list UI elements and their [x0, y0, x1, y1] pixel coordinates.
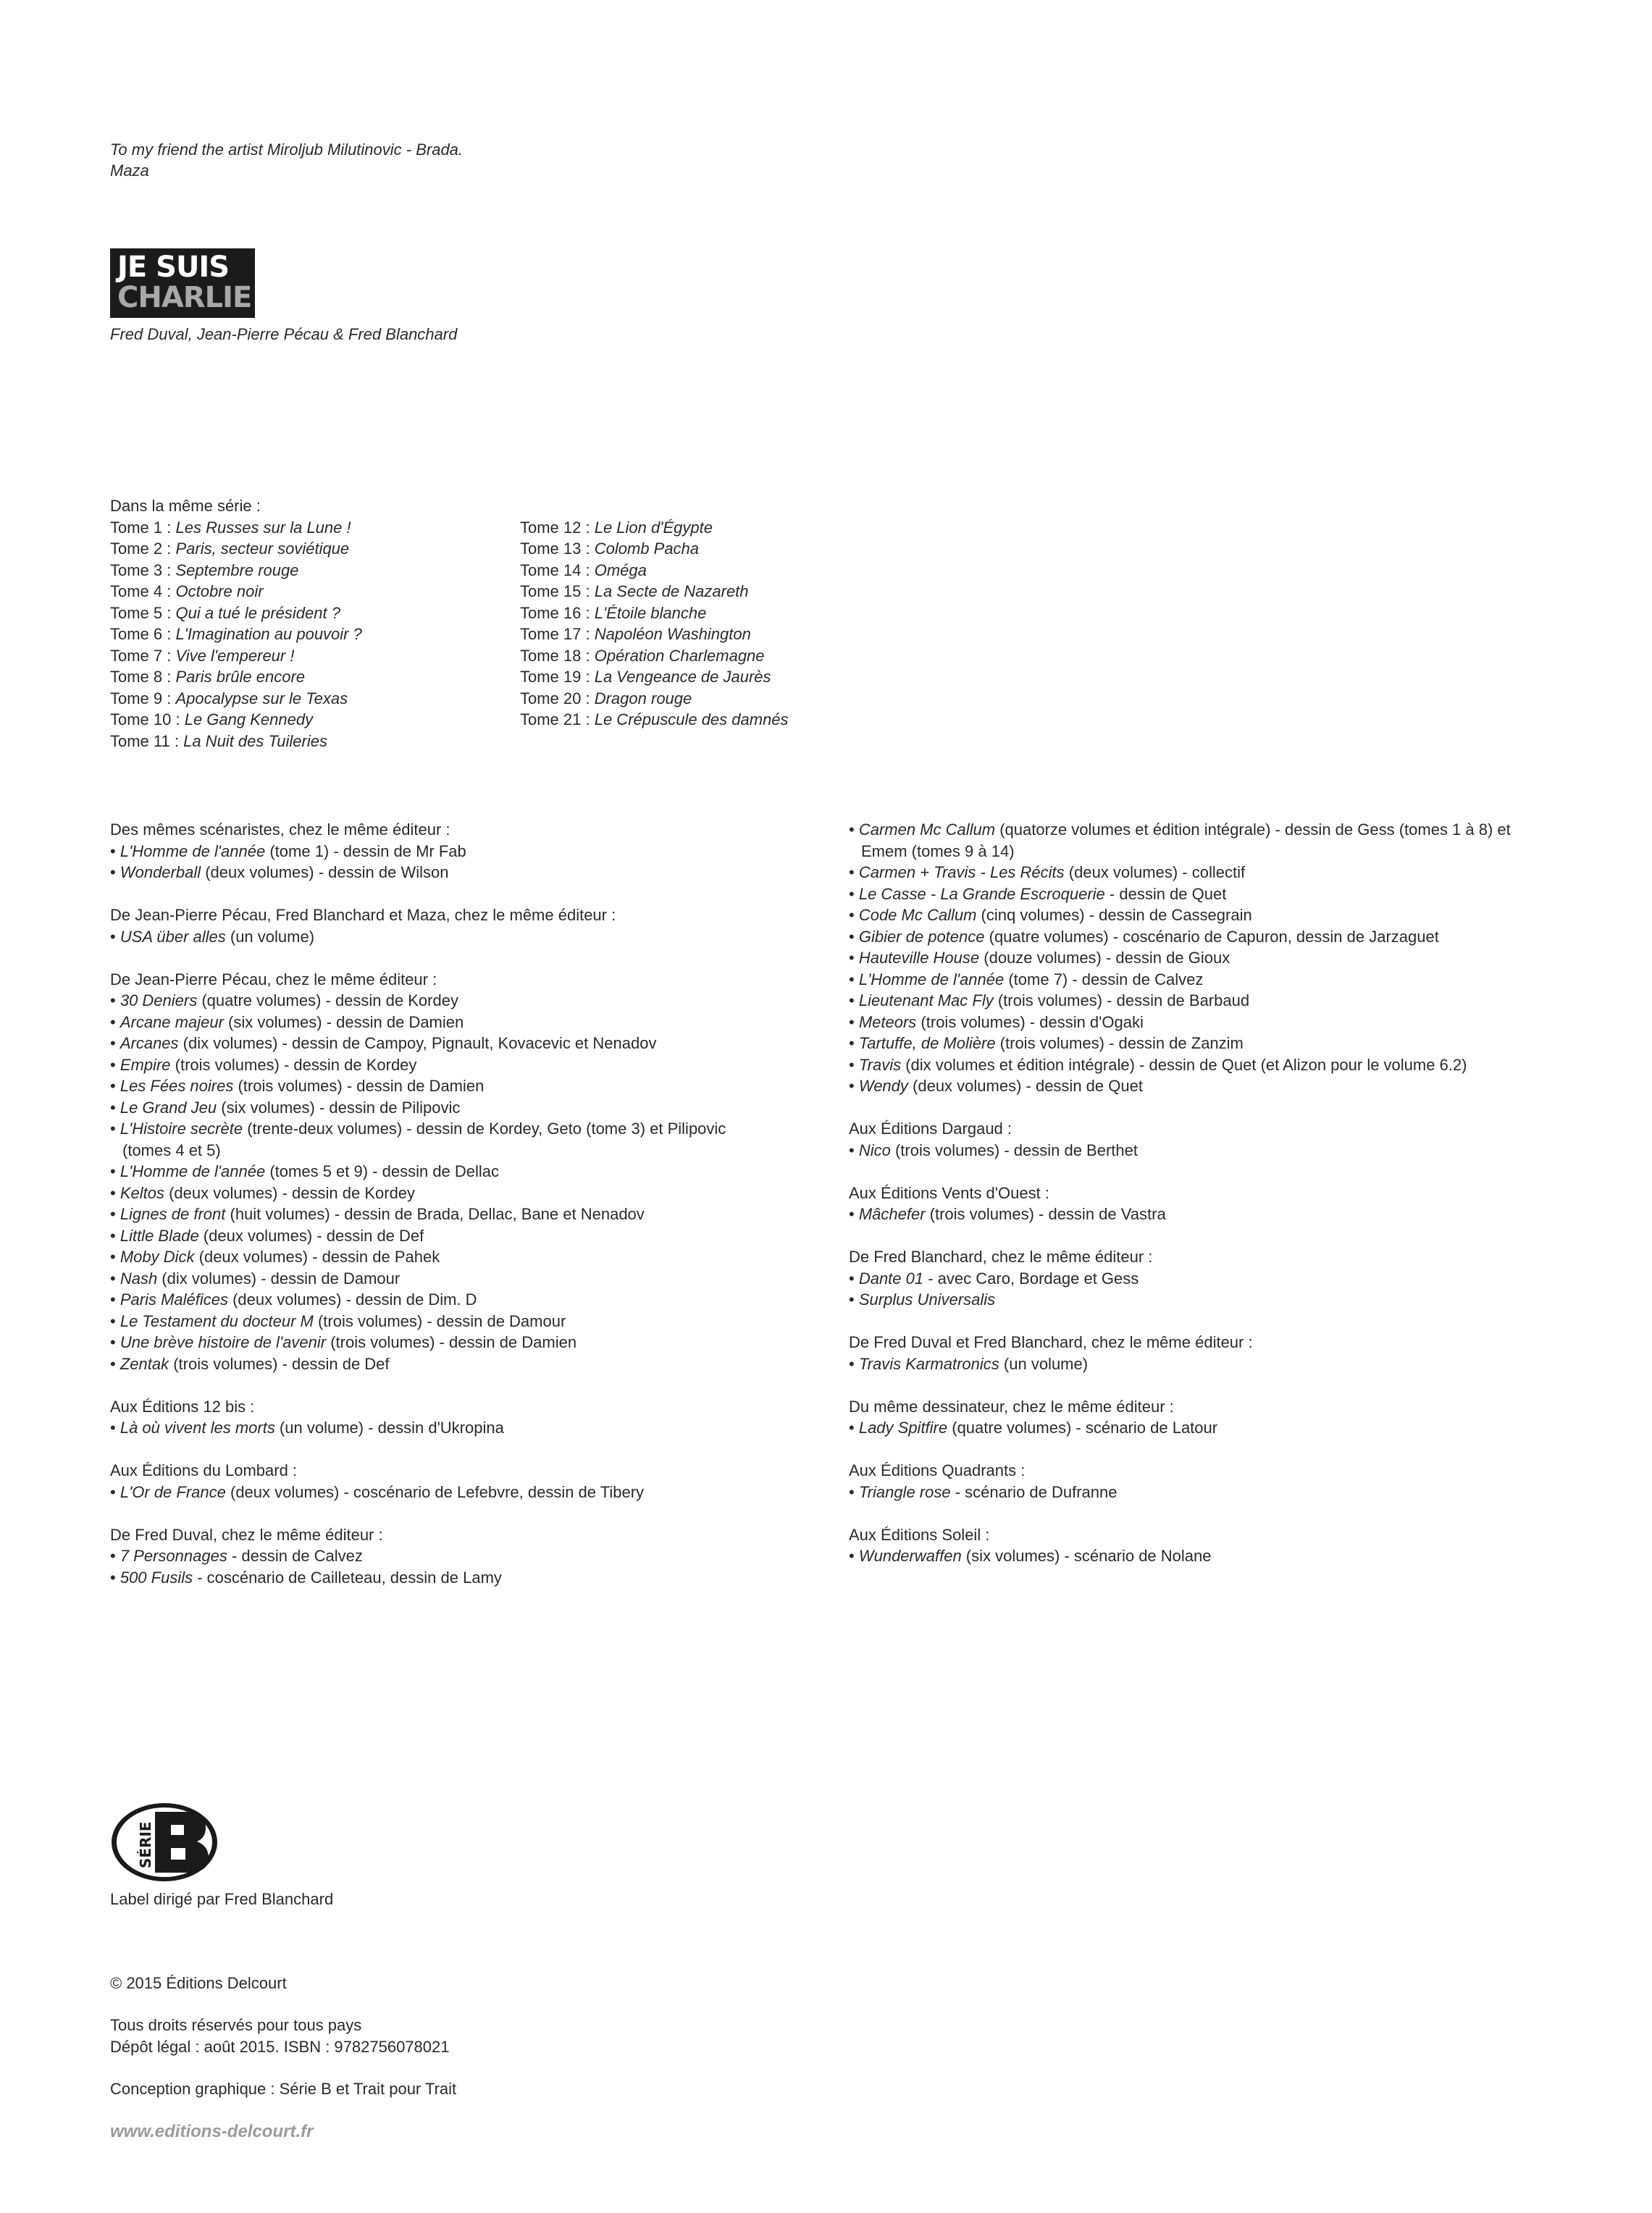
copyright: © 2015 Éditions Delcourt: [110, 1974, 287, 1992]
work-title: Hauteville House: [858, 949, 980, 967]
works-item: [110, 1033, 726, 1054]
work-details: (deux volumes) - coscénario de Lefebvre, dessin de Tibery: [225, 1482, 645, 1501]
tome-title: Opération Charlemagne: [594, 646, 765, 665]
works-item: [849, 1268, 1511, 1290]
works-item: [849, 1012, 1511, 1033]
works-section: [849, 1118, 1511, 1161]
work-details: (trente-deux volumes) - dessin de Kordey, Geto (tome 3) et Pilipovic: [243, 1120, 726, 1138]
je-suis-text: JE SUIS: [117, 251, 230, 284]
work-title: USA über alles: [120, 927, 226, 946]
series-tome: [110, 560, 362, 581]
work-details-continued: Emem (tomes 9 à 14): [861, 841, 1015, 860]
work-title: L'Homme de l'année: [120, 841, 266, 860]
works-item: [849, 1545, 1511, 1567]
tome-title: La Vengeance de Jaurès: [594, 668, 771, 686]
works-section-heading: De Jean-Pierre Pécau, chez le même éditeur :: [110, 970, 437, 988]
works-item: [110, 926, 726, 948]
work-title: Les Fées noires: [120, 1077, 234, 1095]
work-title: Nico: [858, 1141, 891, 1159]
tome-title: L'Étoile blanche: [594, 603, 707, 622]
work-title: 7 Personnages: [120, 1547, 227, 1565]
series-tome: [110, 709, 362, 731]
works-item: [110, 1118, 726, 1140]
work-details: (trois volumes) - dessin de Def: [169, 1354, 390, 1373]
series-list-left: [110, 495, 362, 752]
work-details: - dessin de Quet: [1104, 884, 1227, 903]
works-item: [849, 1033, 1511, 1054]
series-tome: [110, 602, 362, 624]
work-title: Lignes de front: [120, 1205, 226, 1223]
works-item: [110, 1183, 726, 1204]
series-tome: [110, 688, 362, 710]
work-title: Le Grand Jeu: [120, 1098, 217, 1117]
works-item: [110, 1311, 726, 1332]
work-details: (huit volumes) - dessin de Brada, Dellac, Bane et Nenadov: [225, 1205, 645, 1223]
serie-vertical-text: SÉRIE: [137, 1821, 154, 1868]
rights-notice: [110, 2015, 449, 2057]
work-details: - avec Caro, Bordage et Gess: [923, 1269, 1139, 1288]
work-title: Keltos: [120, 1183, 164, 1202]
work-details: (un volume): [999, 1354, 1089, 1373]
tome-number: Tome 14 :: [520, 560, 595, 579]
tome-title: Qui a tué le président ?: [175, 603, 340, 622]
work-details: (deux volumes) - dessin de Dim. D: [227, 1290, 477, 1309]
work-details: (un volume) - dessin d'Ukropina: [274, 1419, 504, 1437]
tome-title: Le Crépuscule des damnés: [594, 710, 789, 728]
series-tome: [520, 538, 789, 560]
series-list-right: [520, 517, 789, 731]
work-details: (trois volumes) - dessin de Kordey: [170, 1055, 417, 1074]
work-details: (trois volumes) - dessin de Vastra: [925, 1205, 1166, 1223]
work-title: Carmen + Travis - Les Récits: [858, 863, 1065, 881]
work-title: Wunderwaffen: [858, 1547, 962, 1565]
work-title: Zentak: [120, 1354, 169, 1373]
works-item: [110, 1075, 726, 1097]
dedication-line: To my friend the artist Miroljub Milutinovic - Brada.: [110, 140, 464, 159]
tome-title: L'Imagination au pouvoir ?: [175, 625, 362, 643]
works-section-heading: Des mêmes scénaristes, chez le même éditeur :: [110, 820, 450, 839]
works-item: [849, 1140, 1511, 1162]
work-details: (douze volumes) - dessin de Gioux: [979, 949, 1230, 967]
work-title: Mâchefer: [858, 1205, 926, 1223]
series-tome: [110, 666, 362, 688]
work-details-continued: (tomes 4 et 5): [122, 1141, 221, 1159]
dedication: [110, 139, 463, 181]
series-tome: [520, 666, 789, 688]
work-details: (quatre volumes) - dessin de Kordey: [197, 991, 458, 1009]
works-section-heading: De Fred Duval, chez le même éditeur :: [110, 1525, 383, 1544]
tome-title: Oméga: [594, 560, 647, 579]
tome-number: Tome 3 :: [110, 560, 176, 579]
works-section: [110, 969, 726, 1375]
work-title: Surplus Universalis: [858, 1290, 996, 1309]
tome-title: La Nuit des Tuileries: [183, 731, 327, 750]
tome-number: Tome 6 :: [110, 625, 176, 643]
works-item: [110, 1417, 726, 1439]
tome-title: La Secte de Nazareth: [594, 582, 749, 600]
other-works-right: [849, 819, 1511, 1588]
works-item: [110, 1246, 726, 1268]
work-title: Nash: [120, 1269, 158, 1288]
series-tome: [110, 538, 362, 560]
works-item: [110, 1204, 726, 1225]
work-title: Carmen Mc Callum: [858, 820, 996, 839]
tome-title: Dragon rouge: [594, 689, 692, 707]
works-section-heading: De Fred Blanchard, chez le même éditeur :: [849, 1248, 1153, 1266]
tome-number: Tome 9 :: [110, 689, 176, 707]
work-details: (quatre volumes) - scénario de Latour: [947, 1419, 1218, 1437]
other-works-left: [110, 819, 726, 1610]
works-item: [110, 1289, 726, 1311]
work-details: (six volumes) - dessin de Damien: [223, 1012, 464, 1031]
tome-title: Vive l'empereur !: [175, 646, 295, 665]
tome-title: Paris, secteur soviétique: [175, 539, 350, 558]
work-details: (cinq volumes) - dessin de Cassegrain: [976, 906, 1252, 924]
work-details: (deux volumes) - dessin de Quet: [907, 1077, 1143, 1095]
works-item: [110, 1054, 726, 1076]
tome-title: Apocalypse sur le Texas: [175, 689, 348, 707]
website-link[interactable]: www.editions-delcourt.fr: [110, 2122, 314, 2141]
work-title: Le Testament du docteur M: [120, 1311, 314, 1330]
works-item: [110, 1545, 726, 1567]
work-details: (six volumes) - scénario de Nolane: [961, 1547, 1212, 1565]
works-item: [849, 1482, 1511, 1503]
works-section: [849, 1183, 1511, 1225]
tome-number: Tome 8 :: [110, 668, 176, 686]
serie-b-logo: [110, 1802, 219, 1883]
work-title: Lieutenant Mac Fly: [858, 991, 994, 1009]
rights-line: Tous droits réservés pour tous pays: [110, 2016, 362, 2034]
tome-number: Tome 10 :: [110, 710, 185, 728]
works-section-heading: Aux Éditions Soleil :: [849, 1525, 990, 1544]
work-details: (trois volumes) - dessin de Berthet: [890, 1141, 1138, 1159]
works-item: [849, 1417, 1511, 1439]
work-details: (trois volumes) - dessin de Damien: [326, 1333, 577, 1351]
works-item: [110, 1353, 726, 1375]
works-item: [110, 990, 726, 1012]
work-details: (deux volumes) - dessin de Pahek: [194, 1248, 440, 1266]
work-title: 500 Fusils: [120, 1568, 193, 1587]
dedication-signature: Maza: [110, 161, 149, 180]
series-tome: [520, 560, 789, 581]
work-details: (quatorze volumes et édition intégrale) - dessin de Gess (tomes 1 à 8) et: [995, 820, 1511, 839]
work-details: - dessin de Calvez: [227, 1547, 363, 1565]
series-tome: [520, 623, 789, 645]
works-section-heading: Aux Éditions Vents d'Ouest :: [849, 1183, 1049, 1202]
work-details: (deux volumes) - dessin de Kordey: [164, 1183, 416, 1202]
tome-title: Septembre rouge: [175, 560, 299, 579]
works-section: [849, 1332, 1511, 1374]
series-tome: [110, 731, 362, 752]
work-title: L'Histoire secrète: [120, 1120, 243, 1138]
work-title: Moby Dick: [120, 1248, 195, 1266]
work-title: Le Casse - La Grande Escroquerie: [858, 884, 1105, 903]
work-title: Arcanes: [120, 1034, 179, 1052]
tome-title: Napoléon Washington: [594, 625, 751, 643]
tome-title: Paris brûle encore: [175, 668, 306, 686]
work-details: (deux volumes) - dessin de Wilson: [201, 863, 449, 881]
work-title: Empire: [120, 1055, 171, 1074]
works-item: [110, 841, 726, 862]
work-details: (deux volumes) - collectif: [1064, 863, 1246, 881]
works-section-heading: De Fred Duval et Fred Blanchard, chez le même éditeur :: [849, 1333, 1253, 1351]
work-title: Travis Karmatronics: [858, 1354, 999, 1373]
work-details: (dix volumes) - dessin de Campoy, Pignault, Kovacevic et Nenadov: [178, 1034, 657, 1052]
works-section: [849, 1396, 1511, 1439]
work-details: (six volumes) - dessin de Pilipovic: [217, 1098, 461, 1117]
authors: Fred Duval, Jean-Pierre Pécau & Fred Blanchard: [110, 325, 458, 343]
tome-number: Tome 4 :: [110, 582, 176, 600]
work-title: Little Blade: [120, 1226, 199, 1245]
work-details: (trois volumes) - dessin de Barbaud: [993, 991, 1250, 1009]
work-title: Gibier de potence: [858, 927, 985, 946]
works-item: [849, 969, 1511, 991]
works-item: [849, 926, 1511, 948]
work-details: (un volume): [225, 927, 315, 946]
work-details: - coscénario de Cailleteau, dessin de Lamy: [193, 1568, 502, 1587]
works-item: [849, 819, 1511, 841]
series-tome: [520, 709, 789, 731]
series-tome: [520, 517, 789, 539]
works-section-heading: Du même dessinateur, chez le même éditeur :: [849, 1397, 1174, 1416]
work-title: Tartuffe, de Molière: [858, 1034, 996, 1052]
work-title: 30 Deniers: [120, 991, 198, 1009]
works-section: [849, 819, 1511, 1097]
works-item: [849, 904, 1511, 926]
works-item: [110, 1161, 726, 1183]
works-item: [110, 1332, 726, 1353]
works-section-heading: Aux Éditions Dargaud :: [849, 1120, 1012, 1138]
works-item: [849, 947, 1511, 969]
work-title: L'Homme de l'année: [858, 970, 1005, 988]
work-details: (quatre volumes) - coscénario de Capuron, dessin de Jarzaguet: [984, 927, 1439, 946]
charlie-text: CHARLIE: [117, 281, 252, 314]
work-title: Code Mc Callum: [858, 906, 977, 924]
works-section: [110, 1396, 726, 1439]
series-tome: [520, 688, 789, 710]
work-details: (trois volumes) - dessin de Damien: [233, 1077, 485, 1095]
je-suis-charlie-logo: [110, 248, 255, 318]
tome-title: Le Gang Kennedy: [184, 710, 314, 728]
works-item: [849, 1353, 1511, 1375]
works-section-heading: Aux Éditions Quadrants :: [849, 1461, 1026, 1479]
tome-number: Tome 16 :: [520, 603, 595, 622]
tome-number: Tome 12 :: [520, 518, 595, 537]
tome-number: Tome 5 :: [110, 603, 176, 622]
works-section: [849, 1246, 1511, 1311]
work-details: (trois volumes) - dessin d'Ogaki: [916, 1012, 1144, 1031]
work-title: Paris Maléfices: [120, 1290, 228, 1309]
tome-title: Le Lion d'Égypte: [594, 518, 713, 537]
series-tome: [110, 581, 362, 602]
work-details: (tome 1) - dessin de Mr Fab: [265, 841, 466, 860]
tome-title: Colomb Pacha: [594, 539, 700, 558]
works-item: [849, 990, 1511, 1012]
works-item: [110, 1012, 726, 1033]
work-title: L'Or de France: [120, 1482, 226, 1501]
label-director: Label dirigé par Fred Blanchard: [110, 1890, 334, 1908]
works-section: [110, 904, 726, 947]
series-tome: [520, 581, 789, 602]
legal-deposit-line: Dépôt légal : août 2015. ISBN : 9782756078021: [110, 2037, 450, 2056]
series-tome: [110, 517, 362, 539]
series-heading: Dans la même série :: [110, 497, 261, 515]
series-tome: [520, 602, 789, 624]
tome-number: Tome 11 :: [110, 731, 184, 750]
works-item: [849, 1204, 1511, 1225]
tome-number: Tome 18 :: [520, 646, 595, 665]
works-section: [110, 1460, 726, 1503]
works-item: [110, 1482, 726, 1503]
works-section: [849, 1524, 1511, 1567]
serie-b-logo-graphic: [110, 1802, 219, 1883]
work-details: (tomes 5 et 9) - dessin de Dellac: [265, 1162, 500, 1180]
works-item: [110, 1268, 726, 1290]
series-tome: [110, 623, 362, 645]
series-tome: [520, 645, 789, 667]
work-title: Wendy: [858, 1077, 908, 1095]
tome-number: Tome 7 :: [110, 646, 176, 665]
tome-number: Tome 19 :: [520, 668, 595, 686]
work-title: Lady Spitfire: [858, 1419, 948, 1437]
work-title: Arcane majeur: [120, 1012, 224, 1031]
work-title: Là où vivent les morts: [120, 1419, 275, 1437]
tome-number: Tome 17 :: [520, 625, 595, 643]
work-details: (trois volumes) - dessin de Damour: [313, 1311, 566, 1330]
works-section: [849, 1460, 1511, 1503]
works-item: [110, 1097, 726, 1119]
works-section-heading: De Jean-Pierre Pécau, Fred Blanchard et Maza, chez le même éditeur :: [110, 906, 616, 924]
tome-number: Tome 21 :: [520, 710, 595, 728]
work-title: Meteors: [858, 1012, 917, 1031]
work-details: - scénario de Dufranne: [950, 1482, 1118, 1501]
work-title: Une brève histoire de l'avenir: [120, 1333, 327, 1351]
works-item: [110, 1225, 726, 1247]
works-item: [849, 862, 1511, 883]
work-title: Wonderball: [120, 863, 201, 881]
works-item: [849, 1289, 1511, 1311]
tome-number: Tome 2 :: [110, 539, 176, 558]
works-section: [110, 819, 726, 883]
work-title: Dante 01: [858, 1269, 924, 1288]
works-item: [110, 1567, 726, 1589]
tome-number: Tome 20 :: [520, 689, 595, 707]
series-tome: [110, 645, 362, 667]
work-title: L'Homme de l'année: [120, 1162, 266, 1180]
work-title: Travis: [858, 1055, 902, 1074]
work-details: (trois volumes) - dessin de Zanzim: [995, 1034, 1244, 1052]
work-details: (dix volumes) - dessin de Damour: [157, 1269, 401, 1288]
works-section: [110, 1524, 726, 1589]
tome-number: Tome 13 :: [520, 539, 595, 558]
graphic-design-credit: Conception graphique : Série B et Trait pour Trait: [110, 2080, 457, 2098]
works-item: [849, 883, 1511, 905]
works-item: [110, 862, 726, 883]
works-section-heading: Aux Éditions 12 bis :: [110, 1397, 255, 1416]
tome-title: Les Russes sur la Lune !: [175, 518, 351, 537]
works-item: [849, 1054, 1511, 1076]
works-section-heading: Aux Éditions du Lombard :: [110, 1461, 298, 1479]
work-details: (tome 7) - dessin de Calvez: [1004, 970, 1204, 988]
work-details: (dix volumes et édition intégrale) - dessin de Quet (et Alizon pour le volume 6.2): [901, 1055, 1467, 1074]
tome-number: Tome 1 :: [110, 518, 176, 537]
tome-title: Octobre noir: [175, 582, 264, 600]
work-details: (deux volumes) - dessin de Def: [198, 1226, 424, 1245]
work-title: Triangle rose: [858, 1482, 951, 1501]
tome-number: Tome 15 :: [520, 582, 595, 600]
works-item: [849, 1075, 1511, 1097]
